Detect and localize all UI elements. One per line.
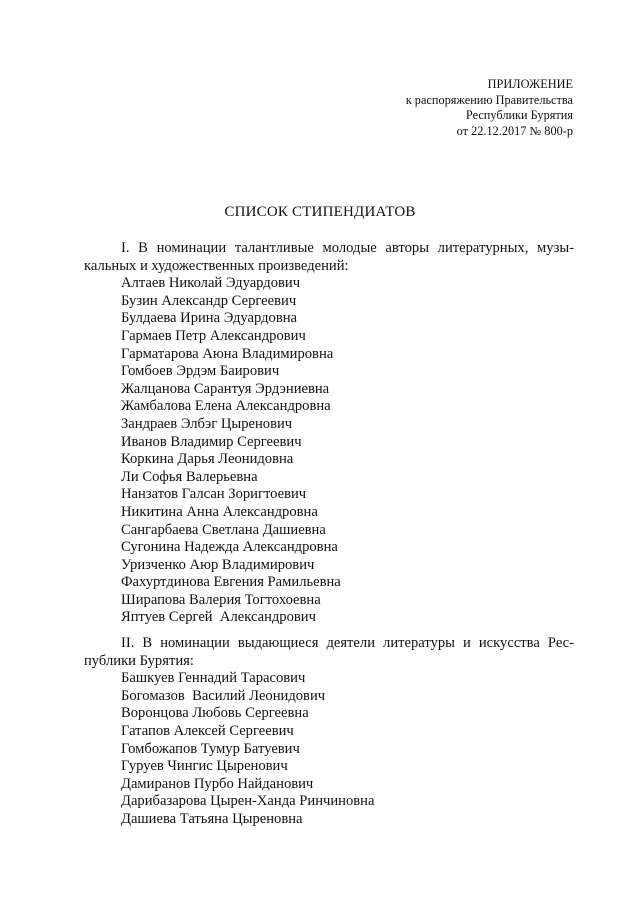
list-item: Булдаева Ирина Эдуардовна — [121, 310, 298, 327]
section-heading-line: II. В номинации выдающиеся деятели литературы и искусства Рес- — [121, 635, 574, 651]
section-heading-line: I. В номинации талантливые молодые авторы литературных, музы- — [121, 240, 574, 256]
list-item: Нанзатов Галсан Зоригтоевич — [121, 486, 307, 503]
appendix-date-number: от 22.12.2017 № 800-р — [456, 123, 573, 138]
appendix-label: ПРИЛОЖЕНИЕ — [487, 77, 573, 91]
list-item: Дамиранов Пурбо Найданович — [121, 775, 314, 792]
list-item: Иванов Владимир Сергеевич — [121, 433, 302, 450]
section-young-authors — [84, 240, 574, 627]
list-item: Сангарбаева Светлана Дашиевна — [121, 521, 326, 538]
list-item: Коркина Дарья Леонидовна — [121, 451, 294, 468]
list-item: Гомбожапов Тумур Батуевич — [121, 740, 300, 757]
list-item: Ли Софья Валерьевна — [121, 468, 258, 485]
list-item: Дарибазарова Цырен-Ханда Ринчиновна — [121, 793, 375, 810]
list-item: Жамбалова Елена Александровна — [121, 398, 331, 415]
section-heading-line: кальных и художественных произведений: — [84, 257, 349, 274]
names-list — [84, 275, 574, 627]
list-item: Алтаев Николай Эдуардович — [121, 275, 301, 292]
list-item: Богомазов Василий Леонидович — [121, 687, 326, 704]
list-item: Гарматарова Аюна Владимировна — [121, 345, 334, 362]
list-item: Фахуртдинова Евгения Рамильевна — [121, 574, 341, 591]
list-item: Гармаев Петр Александрович — [121, 327, 306, 344]
document-title: СПИСОК СТИПЕНДИАТОВ — [224, 204, 416, 220]
list-item: Никитина Анна Александровна — [121, 503, 318, 520]
list-item: Ширапова Валерия Тогтохоевна — [121, 591, 321, 608]
list-item: Гатапов Алексей Сергеевич — [121, 722, 294, 739]
list-item: Сугонина Надежда Александровна — [121, 539, 338, 556]
names-list — [84, 670, 574, 828]
appendix-republic-line: Республики Бурятия — [465, 108, 573, 122]
list-item: Бузин Александр Сергеевич — [121, 292, 297, 309]
section-distinguished-figures — [84, 635, 574, 829]
list-item: Зандраев Элбэг Цыренович — [121, 415, 293, 432]
list-item: Воронцова Любовь Сергеевна — [121, 705, 309, 722]
appendix-header — [406, 77, 573, 139]
list-item: Гомбоев Эрдэм Баирович — [121, 363, 280, 380]
list-item: Гуруев Чингис Цыренович — [121, 758, 288, 775]
section-heading-line: публики Бурятия: — [84, 652, 194, 669]
appendix-order-line: к распоряжению Правительства — [405, 92, 573, 107]
list-item: Яптуев Сергей Александрович — [121, 609, 316, 626]
list-item: Дашиева Татьяна Цыреновна — [121, 810, 303, 827]
section-heading — [84, 240, 574, 275]
list-item: Башкуев Геннадий Тарасович — [121, 670, 306, 687]
section-heading — [84, 635, 574, 670]
list-item: Уризченко Аюр Владимирович — [121, 556, 315, 573]
list-item: Жалцанова Сарантуя Эрдэниевна — [121, 380, 330, 397]
